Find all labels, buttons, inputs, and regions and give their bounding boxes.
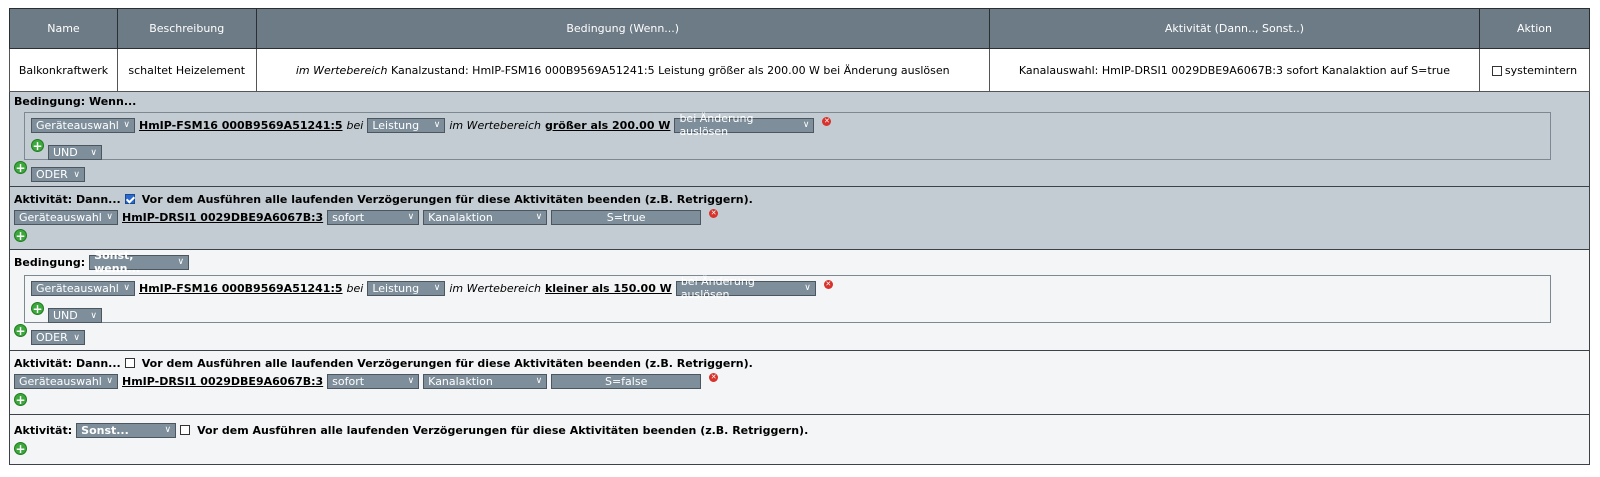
chevron-down-icon: ∨ — [164, 425, 172, 435]
table-header-row — [10, 9, 1590, 49]
chevron-down-icon: ∨ — [433, 120, 441, 130]
program-editor — [9, 8, 1590, 465]
chevron-down-icon: ∨ — [123, 283, 130, 293]
und-select[interactable]: UND ∨ — [48, 145, 102, 160]
timing-select[interactable]: sofort ∨ — [327, 374, 419, 389]
add-icon[interactable]: + — [15, 392, 26, 407]
add-icon[interactable]: + — [32, 302, 43, 316]
device-link[interactable]: HmIP-DRSI1 0029DBE9A6067B:3 — [122, 210, 324, 224]
systemintern-label: systemintern — [1504, 63, 1578, 77]
col-header-activity: Aktivität (Dann.., Sonst..) — [989, 9, 1479, 49]
condition-mode-select[interactable]: Sonst, wenn... ∨ — [89, 255, 189, 270]
chevron-down-icon: ∨ — [73, 169, 80, 180]
chevron-down-icon: ∨ — [106, 376, 113, 386]
program-table — [9, 8, 1590, 92]
device-select[interactable]: Geräteauswahl ∨ — [31, 118, 135, 133]
col-header-condition: Bedingung (Wenn...) — [256, 9, 989, 49]
activity-then2-title: Aktivität: Dann... — [14, 356, 121, 370]
oder-select[interactable]: ODER ∨ — [31, 330, 85, 345]
add-icon[interactable]: + — [15, 228, 26, 243]
condition-group — [24, 112, 1551, 160]
action-select[interactable]: Kanalaktion ∨ — [423, 210, 547, 225]
program-description: schaltet Heizelement — [117, 49, 256, 92]
activity-then-title: Aktivität: Dann... — [14, 192, 121, 206]
device-link[interactable]: HmIP-DRSI1 0029DBE9A6067B:3 — [122, 374, 324, 388]
condition-prefix: im Wertebereich — [295, 63, 388, 77]
col-header-name: Name — [10, 9, 118, 49]
add-icon[interactable]: + — [15, 324, 26, 338]
stop-delays-label: Vor dem Ausführen alle laufenden Verzögerungen für diese Aktivitäten beenden (z.B. Retriggern). — [141, 192, 753, 206]
delete-icon[interactable]: ✕ — [710, 208, 717, 217]
chevron-down-icon: ∨ — [433, 283, 441, 293]
chevron-down-icon: ∨ — [535, 376, 543, 386]
device-select[interactable]: Geräteauswahl ∨ — [14, 374, 118, 389]
activity-else-title: Aktivität: — [14, 423, 73, 437]
col-header-action: Aktion — [1479, 9, 1589, 49]
stop-delays-checkbox[interactable] — [125, 358, 135, 368]
trigger-select[interactable]: bei Änderung auslösen ∨ — [676, 281, 816, 296]
activity-mode-select[interactable]: Sonst... ∨ — [76, 423, 176, 438]
range-label: im Wertebereich — [449, 281, 541, 295]
stop-delays-checkbox[interactable] — [180, 425, 190, 435]
chevron-down-icon: ∨ — [73, 332, 80, 343]
action-select[interactable]: Kanalaktion ∨ — [423, 374, 547, 389]
chevron-down-icon: ∨ — [106, 212, 113, 222]
condition-if-panel — [9, 92, 1590, 187]
stop-delays-label: Vor dem Ausführen alle laufenden Verzögerungen für diese Aktivitäten beenden (z.B. Retriggern). — [141, 356, 753, 370]
stop-delays-checkbox[interactable] — [125, 194, 135, 204]
delete-icon[interactable]: ✕ — [825, 279, 832, 288]
device-select[interactable]: Geräteauswahl ∨ — [31, 281, 135, 296]
device-select[interactable]: Geräteauswahl ∨ — [14, 210, 118, 225]
parameter-select[interactable]: Leistung ∨ — [367, 118, 445, 133]
condition-elseif-title: Bedingung: — [14, 255, 86, 269]
range-value-link[interactable]: kleiner als 150.00 W — [544, 281, 672, 295]
bei-label: bei — [346, 281, 364, 295]
chevron-down-icon: ∨ — [90, 147, 97, 158]
delete-icon[interactable]: ✕ — [710, 372, 717, 381]
program-name: Balkonkraftwerk — [10, 49, 118, 92]
activity-then-panel — [9, 187, 1590, 250]
program-activity-summary: Kanalauswahl: HmIP-DRSI1 0029DBE9A6067B:3 sofort Kanalaktion auf S=true — [989, 49, 1479, 92]
trigger-select[interactable]: bei Änderung auslösen ∨ — [674, 118, 814, 133]
oder-select[interactable]: ODER ∨ — [31, 167, 85, 182]
chevron-down-icon: ∨ — [407, 212, 415, 222]
stop-delays-label: Vor dem Ausführen alle laufenden Verzögerungen für diese Aktivitäten beenden (z.B. Retriggern). — [197, 423, 809, 437]
program-condition-summary — [256, 49, 989, 92]
add-icon[interactable]: + — [32, 139, 43, 153]
und-select[interactable]: UND ∨ — [48, 308, 102, 323]
condition-if-title: Bedingung: Wenn... — [14, 95, 137, 108]
condition-group — [24, 275, 1551, 323]
parameter-select[interactable]: Leistung ∨ — [367, 281, 445, 296]
table-row — [10, 49, 1590, 92]
bei-label: bei — [346, 118, 364, 132]
systemintern-checkbox[interactable] — [1492, 66, 1502, 76]
add-icon[interactable]: + — [15, 161, 26, 175]
condition-elseif-panel — [9, 250, 1590, 351]
col-header-description: Beschreibung — [117, 9, 256, 49]
action-value-field[interactable]: S=false — [551, 374, 701, 389]
action-cell — [1479, 49, 1589, 92]
chevron-down-icon: ∨ — [802, 120, 810, 130]
activity-then2-panel — [9, 351, 1590, 415]
timing-select[interactable]: sofort ∨ — [327, 210, 419, 225]
range-value-link[interactable]: größer als 200.00 W — [544, 118, 671, 132]
chevron-down-icon: ∨ — [123, 120, 130, 130]
chevron-down-icon: ∨ — [90, 310, 97, 321]
range-label: im Wertebereich — [449, 118, 541, 132]
chevron-down-icon: ∨ — [804, 283, 811, 293]
condition-text: Kanalzustand: HmIP-FSM16 000B9569A51241:5 Leistung größer als 200.00 W bei Änderung auslösen — [390, 63, 950, 77]
device-link[interactable]: HmIP-FSM16 000B9569A51241:5 — [139, 118, 343, 132]
device-link[interactable]: HmIP-FSM16 000B9569A51241:5 — [139, 281, 343, 295]
action-value-field[interactable]: S=true — [551, 210, 701, 225]
delete-icon[interactable]: ✕ — [824, 116, 830, 125]
add-icon[interactable]: + — [15, 441, 26, 456]
chevron-down-icon: ∨ — [177, 257, 185, 267]
chevron-down-icon: ∨ — [535, 212, 543, 222]
chevron-down-icon: ∨ — [407, 376, 415, 386]
activity-else-panel — [9, 415, 1590, 465]
